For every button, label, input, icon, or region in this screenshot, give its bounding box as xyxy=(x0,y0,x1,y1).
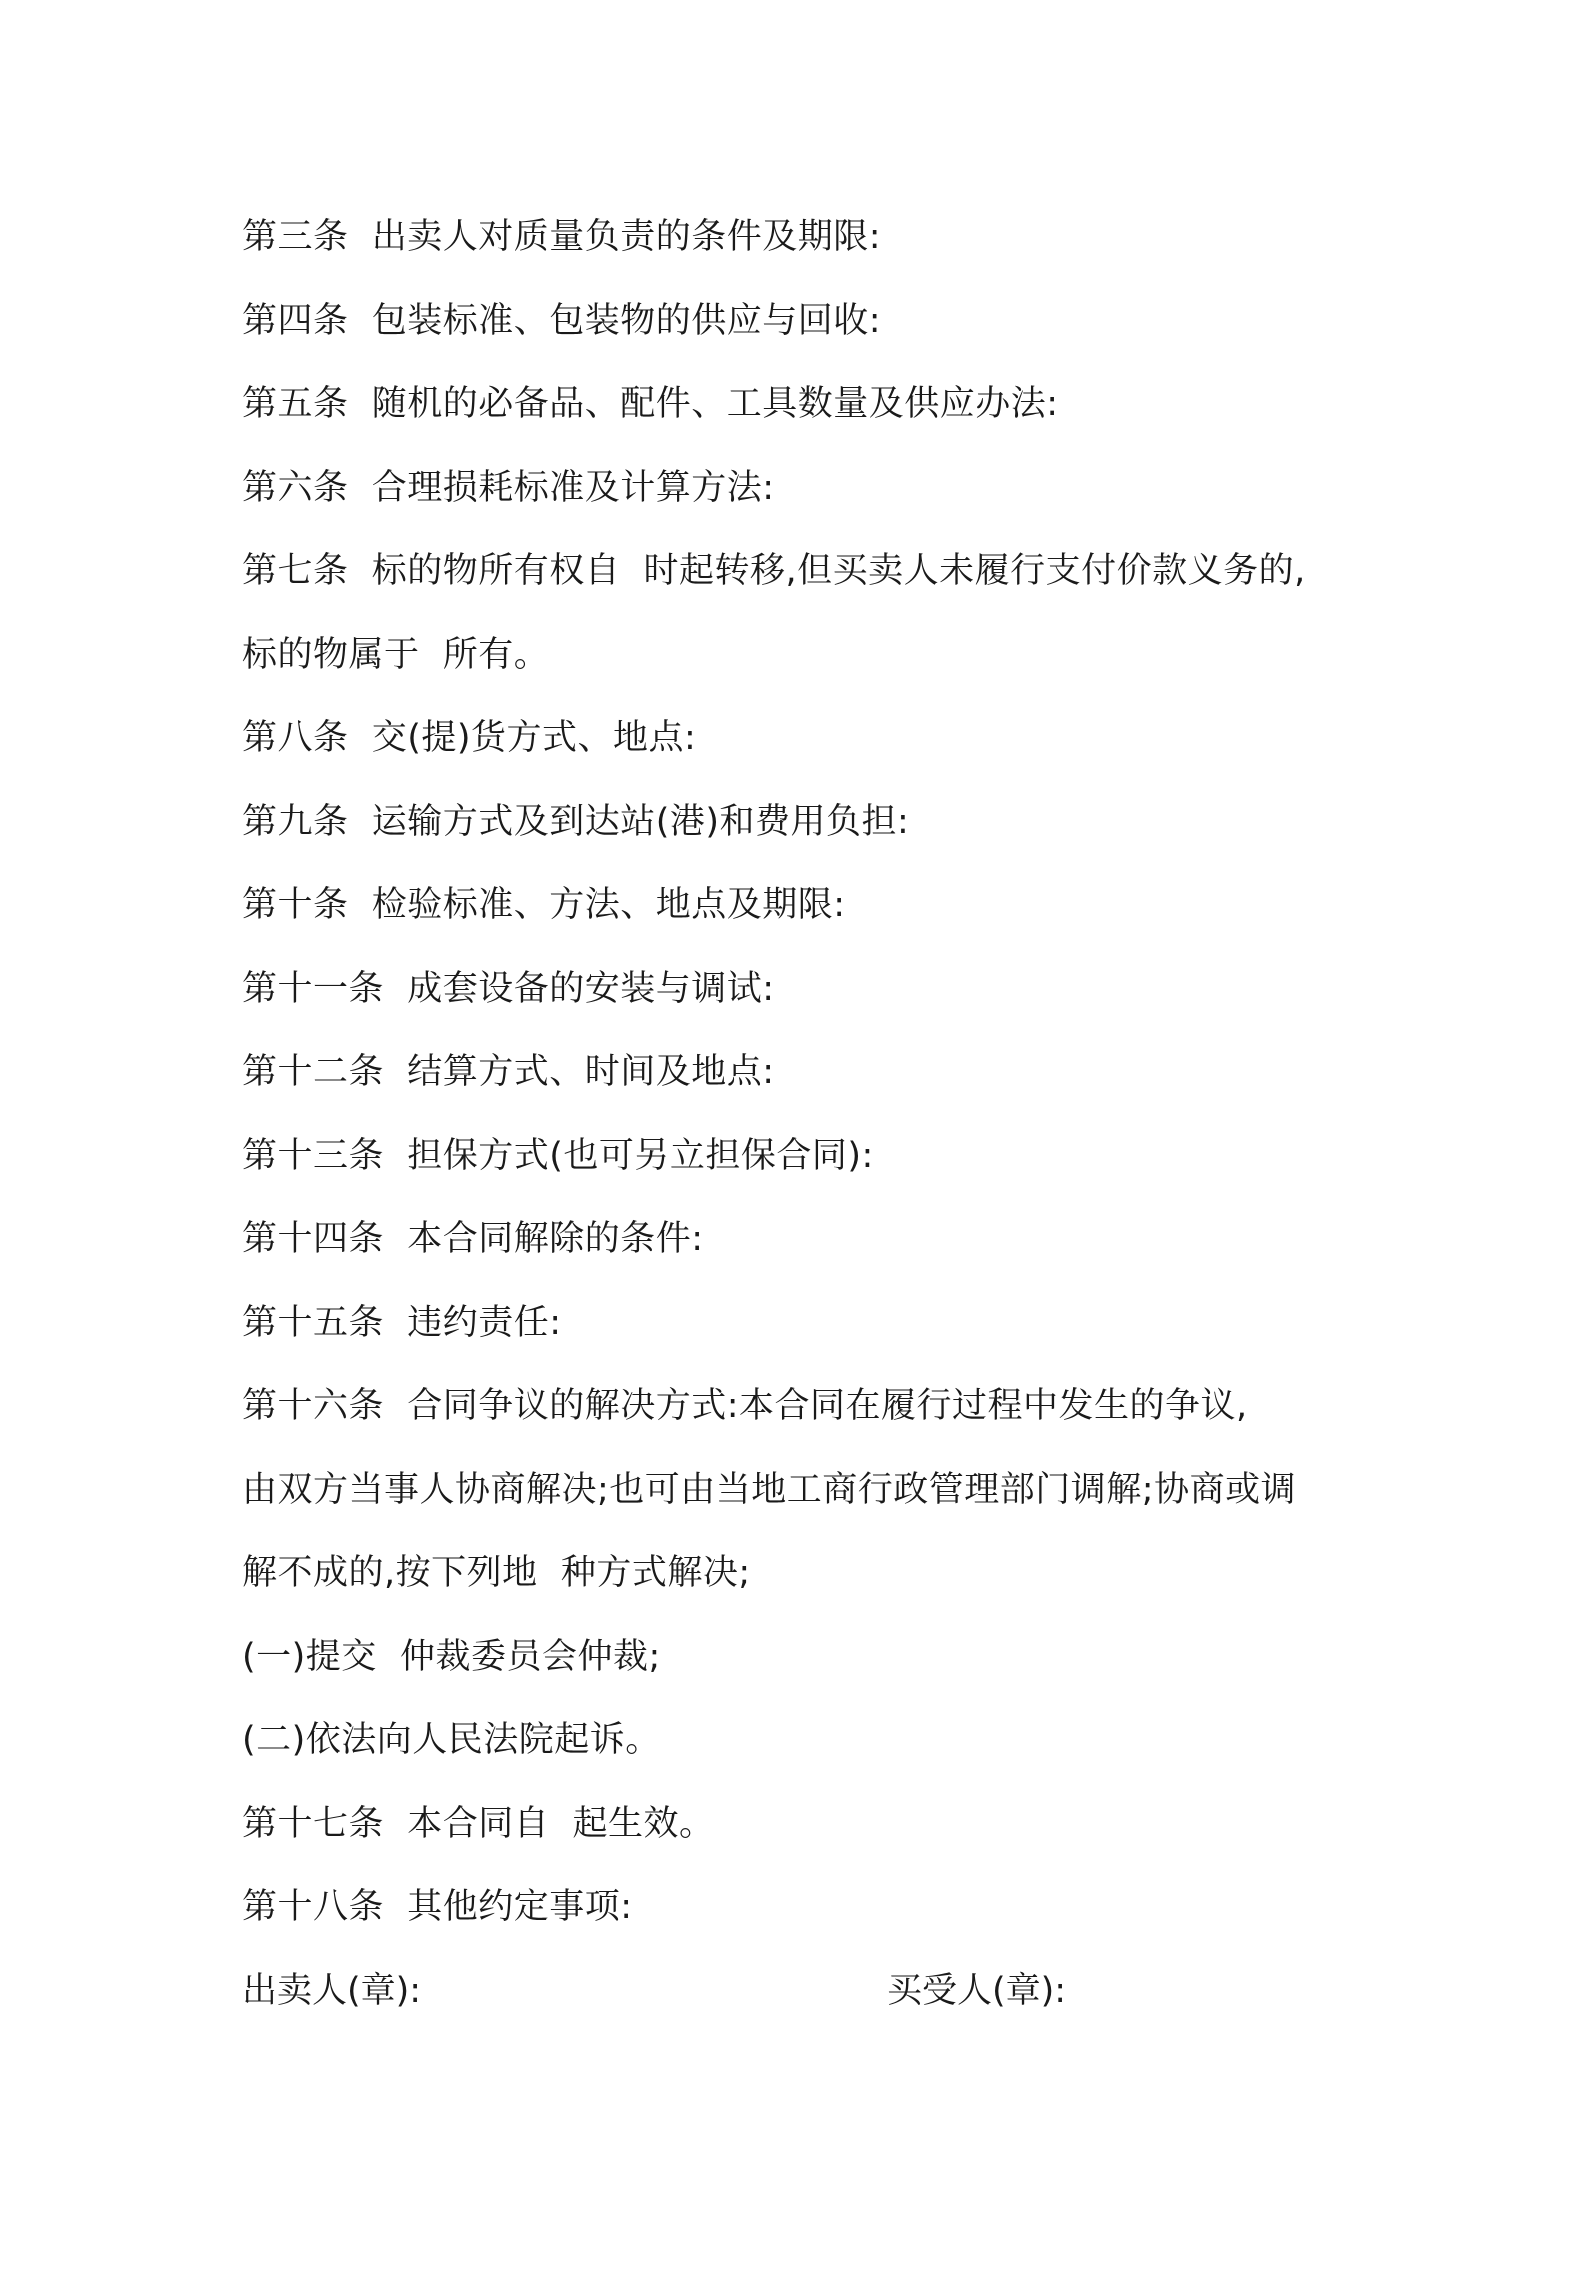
article-5: 第五条 随机的必备品、配件、工具数量及供应办法: xyxy=(242,384,1059,424)
article-15: 第十五条 违约责任: xyxy=(242,1302,562,1343)
article-14: 第十四条 本合同解除的条件: xyxy=(242,1219,704,1259)
article-18: 第十八条 其他约定事项: xyxy=(242,1887,633,1927)
seller-signature-label: 出卖人(章): xyxy=(242,1970,422,2011)
article-9: 第九条 运输方式及到达站(港)和费用负担: xyxy=(242,801,910,842)
dispute-option-2: (二)依法向人民法院起诉。 xyxy=(242,1720,661,1760)
article-13: 第十三条 担保方式(也可另立担保合同): xyxy=(242,1135,874,1176)
contract-body xyxy=(242,196,1372,2033)
article-6: 第六条 合理损耗标准及计算方法: xyxy=(242,467,775,508)
article-16-continued-2: 解不成的,按下列地 种方式解决; xyxy=(242,1553,751,1593)
article-3: 第三条 出卖人对质量负责的条件及期限: xyxy=(242,217,882,257)
article-16-continued-1: 由双方当事人协商解决;也可由当地工商行政管理部门调解;协商或调 xyxy=(242,1469,1297,1510)
dispute-option-1: (一)提交 仲裁委员会仲裁; xyxy=(242,1636,661,1677)
article-4: 第四条 包装标准、包装物的供应与回收: xyxy=(242,300,882,341)
buyer-signature-label: 买受人(章): xyxy=(887,1970,1067,2011)
article-12: 第十二条 结算方式、时间及地点: xyxy=(242,1052,775,1092)
article-17: 第十七条 本合同自 起生效。 xyxy=(242,1803,715,1844)
article-16: 第十六条 合同争议的解决方式:本合同在履行过程中发生的争议, xyxy=(242,1386,1248,1426)
article-10: 第十条 检验标准、方法、地点及期限: xyxy=(242,885,846,925)
article-7: 第七条 标的物所有权自 时起转移,但买卖人未履行支付价款义务的, xyxy=(242,551,1306,591)
signature-row xyxy=(242,1950,1372,2034)
article-7-continued: 标的物属于 所有。 xyxy=(242,634,550,675)
article-11: 第十一条 成套设备的安装与调试: xyxy=(242,968,775,1009)
article-8: 第八条 交(提)货方式、地点: xyxy=(242,718,697,758)
